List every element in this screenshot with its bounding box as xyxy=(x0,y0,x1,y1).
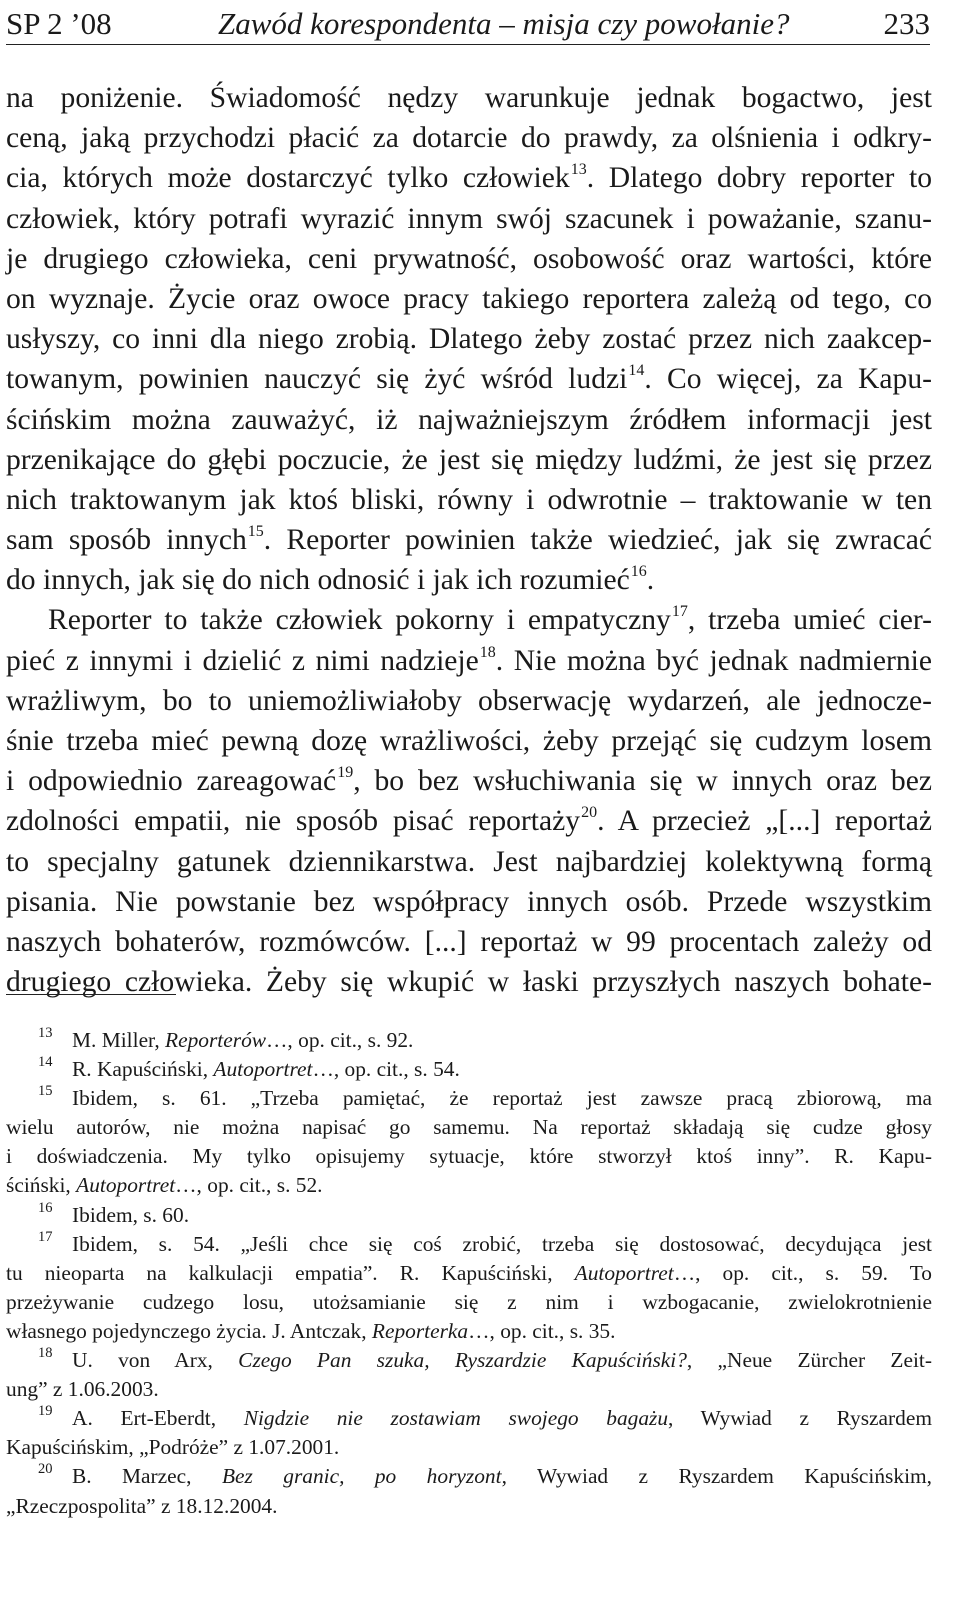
footnote-text: przeżywanie cudzego losu, utożsamianie się z nim i wzbogacanie, zwielokrotnienie xyxy=(6,1289,932,1314)
body-line xyxy=(6,199,932,239)
footnote-line xyxy=(6,1259,932,1288)
body-line-text: sam sposób innych xyxy=(6,524,247,557)
footnote-text: , „Neue Zürcher Zeit- xyxy=(686,1348,932,1373)
footnote-text: Kapuścińskim, „Podróże” z 1.07.2001. xyxy=(6,1435,340,1460)
footnote-ref: 16 xyxy=(630,563,647,581)
body-line-text: . Reporter powinien także wiedzieć, jak się zwracać xyxy=(263,524,932,557)
running-header xyxy=(6,4,930,45)
footnote-text: „Rzeczpospolita” z 18.12.2004. xyxy=(6,1493,278,1518)
body-line-text: przenikające do głębi poczucie, że jest się między ludźmi, że jest się przez xyxy=(6,443,932,476)
running-title: Zawód korespondenta – misja czy powołanie? xyxy=(218,6,790,41)
footnote-text: Ibidem, s. 60. xyxy=(72,1202,190,1227)
footnote-text: …, op. cit., s. 59. To xyxy=(673,1260,932,1285)
footnote-line xyxy=(6,1462,932,1491)
body-line-text: . xyxy=(646,564,655,597)
body-line-text: pisania. Nie powstanie bez współpracy innych osób. Przede wszystkim xyxy=(6,885,932,918)
footnote-text: , Wywiad z Ryszardem Kapuścińskim, xyxy=(501,1464,933,1489)
footnote-text: ściński, xyxy=(6,1173,77,1198)
body-line-text: i odpowiednio zareagować xyxy=(6,765,337,798)
body-line-text: drugiego człowieka. Żeby się wkupić w łaski przyszłych naszych bohate- xyxy=(6,966,932,999)
body-line-text: nich traktowanym jak ktoś bliski, równy i odwrotnie – traktowanie w ten xyxy=(6,483,932,516)
footnote-title: Nigdzie nie zostawiam swojego bagażu xyxy=(243,1406,669,1431)
body-line-text: usłyszy, co inni dla niego zrobią. Dlatego żeby zostać przez nich zaakcep- xyxy=(6,323,932,356)
footnote-line xyxy=(6,1375,932,1404)
body-line xyxy=(6,641,932,681)
footnote-text: …, op. cit., s. 92. xyxy=(266,1028,414,1052)
footnote-title: Czego Pan szuka, Ryszardzie Kapuściński? xyxy=(238,1348,687,1373)
body-line xyxy=(6,962,932,1002)
footnote-text: B. Marzec, xyxy=(72,1464,222,1489)
footnote-separator xyxy=(6,994,176,995)
body-line xyxy=(6,761,932,801)
footnote-text: R. Kapuściński, xyxy=(72,1057,214,1082)
footnote-title: Reporterka xyxy=(371,1318,469,1343)
body-line-text: wrażliwym, bo to uniemożliwiałoby obserwację wydarzeń, ale jednocze- xyxy=(6,684,932,717)
footnote-text: wielu autorów, nie można napisać go samemu. Na reportaż składają się cudze głosy xyxy=(6,1115,932,1140)
footnote-line xyxy=(6,1404,932,1433)
footnote-line xyxy=(6,1084,932,1113)
footnotes xyxy=(6,1026,932,1521)
body-line xyxy=(6,922,932,962)
footnote-ref: 17 xyxy=(671,603,688,621)
body-line-text: . Nie można być jednak nadmiernie xyxy=(495,644,932,677)
footnote-line xyxy=(6,1230,932,1259)
body-line xyxy=(6,681,932,721)
body-line-text: to specjalny gatunek dziennikarstwa. Jest najbardziej kolektywną formą xyxy=(6,845,932,878)
footnote-line xyxy=(6,1142,932,1171)
body-line xyxy=(6,520,932,560)
footnote-ref: 20 xyxy=(581,804,598,822)
body-line-text: człowiek, który potrafi wyrazić innym swój szacunek i poważanie, szanu- xyxy=(6,202,932,235)
footnote-text: U. von Arx, xyxy=(72,1348,239,1373)
body-line xyxy=(6,560,932,600)
footnote-line xyxy=(6,1055,932,1084)
footnote-number: 15 xyxy=(38,1083,53,1100)
body-line-text: on wyznaje. Życie oraz owoce pracy takiego reportera zależą od tego, co xyxy=(6,282,932,315)
footnote-number: 13 xyxy=(38,1025,53,1041)
footnote-line xyxy=(6,1346,932,1375)
body-line xyxy=(6,721,932,761)
footnote-ref: 13 xyxy=(570,161,587,179)
body-line-text: ścińskim można zauważyć, iż najważniejszym źródłem informacji jest xyxy=(6,403,932,436)
footnote-line xyxy=(6,1113,932,1142)
body-line-text: naszych bohaterów, rozmówców. [...] reportaż w 99 procentach zależy od xyxy=(6,925,932,958)
body-line-text: na poniżenie. Świadomość nędzy warunkuje jednak bogactwo, jest xyxy=(6,82,932,114)
body-line xyxy=(6,480,932,520)
body-line-text: Reporter to także człowiek pokorny i empatyczny xyxy=(48,604,671,637)
footnote-number: 19 xyxy=(38,1403,53,1420)
body-line-text: . Dlatego dobry reporter to xyxy=(586,162,933,195)
body-line-text: do innych, jak się do nich odnosić i jak ich rozumieć xyxy=(6,564,630,597)
footnote-number: 14 xyxy=(38,1054,53,1071)
body-line-text: towanym, powinien nauczyć się żyć wśród ludzi xyxy=(6,363,628,396)
footnote-ref: 15 xyxy=(247,523,264,541)
footnote-text: A. Ert-Eberdt, xyxy=(72,1406,244,1431)
body-line-text: zdolności empatii, nie sposób pisać reportaży xyxy=(6,805,581,838)
footnote-ref: 14 xyxy=(628,362,645,380)
footnote-text: , Wywiad z Ryszardem xyxy=(668,1406,932,1431)
body-line xyxy=(6,359,932,399)
body-line-text: . A przecież „[...] reportaż xyxy=(597,805,932,838)
body-line xyxy=(6,400,932,440)
footnote-line xyxy=(6,1171,932,1200)
footnote-text: Ibidem, s. 54. „Jeśli chce się coś zrobić, trzeba się dostosować, decydująca jest xyxy=(72,1231,932,1256)
body-line-text: . Co więcej, za Kapu- xyxy=(644,363,933,396)
body-line xyxy=(6,279,932,319)
body-line-text: ceną, jaką przychodzi płacić za dotarcie do prawdy, za olśnienia i odkry- xyxy=(6,122,932,155)
footnote-number: 20 xyxy=(38,1461,53,1478)
footnote-title: Autoportret xyxy=(213,1057,313,1082)
footnote-text: …, op. cit., s. 54. xyxy=(312,1057,460,1082)
footnote-text: M. Miller, xyxy=(72,1028,166,1052)
footnote-number: 16 xyxy=(38,1199,53,1216)
body-line xyxy=(6,78,932,118)
body-line xyxy=(6,158,932,198)
footnote-ref: 18 xyxy=(479,643,496,661)
footnote-title: Reporterów xyxy=(165,1028,267,1052)
body-line xyxy=(6,600,932,640)
body-line xyxy=(6,118,932,158)
body-line xyxy=(6,842,932,882)
body-line-text: je drugiego człowieka, ceni prywatność, osobowość oraz wartości, które xyxy=(6,242,932,275)
body-line xyxy=(6,239,932,279)
body-line-text: cia, których może dostarczyć tylko człowiek xyxy=(6,162,570,195)
body-line-text: , trzeba umieć cier- xyxy=(687,604,932,637)
body-line-text: pieć z innymi i dzielić z nimi nadzieje xyxy=(6,644,479,677)
footnote-line xyxy=(6,1201,932,1230)
footnote-text: własnego pojedynczego życia. J. Antczak, xyxy=(6,1318,372,1343)
footnote-line xyxy=(6,1492,932,1521)
body-line xyxy=(6,440,932,480)
footnote-line xyxy=(6,1288,932,1317)
footnote-text: …, op. cit., s. 52. xyxy=(175,1173,323,1198)
footnote-title: Autoportret xyxy=(76,1173,176,1198)
body-line xyxy=(6,801,932,841)
journal-issue: SP 2 ’08 xyxy=(6,6,112,41)
footnote-title: Autoportret xyxy=(574,1260,674,1285)
body-line-text: , bo bez wsłuchiwania się w innych oraz bez xyxy=(353,765,933,798)
footnote-line xyxy=(6,1433,932,1462)
body-line xyxy=(6,882,932,922)
footnote-text: ung” z 1.06.2003. xyxy=(6,1377,159,1402)
footnote-title: Bez granic, po horyzont xyxy=(221,1464,502,1489)
footnote-line xyxy=(6,1026,932,1055)
page-number: 233 xyxy=(883,6,930,41)
body-line-text: śnie trzeba mieć pewną dozę wrażliwości, żeby przejąć się cudzym losem xyxy=(6,725,932,757)
footnote-number: 17 xyxy=(38,1228,53,1245)
footnote-text: i doświadczenia. My tylko opisujemy sytuacje, które stworzył ktoś inny”. R. Kapu- xyxy=(6,1144,932,1169)
footnote-ref: 19 xyxy=(337,764,354,782)
footnote-text: …, op. cit., s. 35. xyxy=(468,1318,616,1343)
main-text xyxy=(6,78,932,1002)
footnote-text: tu nieoparta na kalkulacji empatia”. R. Kapuściński, xyxy=(6,1260,575,1285)
footnote-text: Ibidem, s. 61. „Trzeba pamiętać, że reportaż jest zawsze pracą zbiorową, ma xyxy=(72,1086,932,1111)
footnote-line xyxy=(6,1317,932,1346)
footnote-number: 18 xyxy=(38,1345,53,1362)
body-line xyxy=(6,319,932,359)
